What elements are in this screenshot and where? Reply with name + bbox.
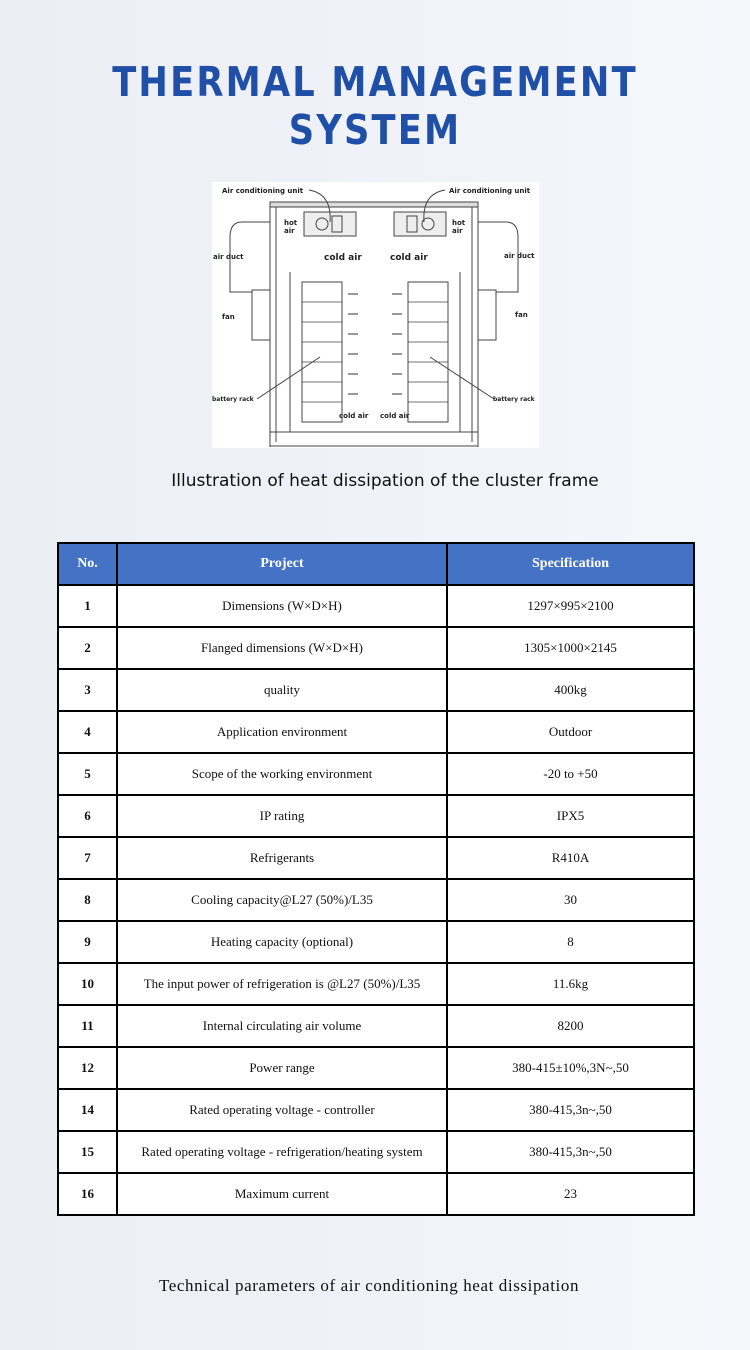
table-row [58, 1089, 694, 1131]
cell-project: Rated operating voltage - refrigeration/heating system [117, 1131, 447, 1173]
cell-no: 6 [58, 795, 117, 837]
spec-table [57, 542, 695, 1216]
table-row [58, 711, 694, 753]
cell-project: quality [117, 669, 447, 711]
cell-project: Rated operating voltage - controller [117, 1089, 447, 1131]
table-row [58, 795, 694, 837]
table-row [58, 963, 694, 1005]
cell-project: Maximum current [117, 1173, 447, 1215]
cell-project: Flanged dimensions (W×D×H) [117, 627, 447, 669]
cell-project: Power range [117, 1047, 447, 1089]
page-title: THERMAL MANAGEMENT SYSTEM [112, 58, 638, 154]
table-row [58, 753, 694, 795]
label-fan-right: fan [515, 311, 528, 319]
table-row [58, 585, 694, 627]
label-hot-air-right: hot [452, 219, 466, 227]
cell-no: 16 [58, 1173, 117, 1215]
label-cold-air-top-right: cold air [390, 253, 428, 263]
cell-spec: 380-415±10%,3N~,50 [447, 1047, 694, 1089]
label-ac-unit-right: Air conditioning unit [449, 187, 531, 195]
cell-spec: 11.6kg [447, 963, 694, 1005]
cell-spec: 380-415,3n~,50 [447, 1131, 694, 1173]
cell-spec: R410A [447, 837, 694, 879]
label-hot-air-left: hot [284, 219, 298, 227]
cell-project: IP rating [117, 795, 447, 837]
cell-project: Heating capacity (optional) [117, 921, 447, 963]
cell-no: 3 [58, 669, 117, 711]
table-row [58, 921, 694, 963]
cell-no: 10 [58, 963, 117, 1005]
label-ac-unit-left: Air conditioning unit [222, 187, 304, 195]
table-row [58, 1173, 694, 1215]
cell-project: Application environment [117, 711, 447, 753]
cell-spec: 30 [447, 879, 694, 921]
cell-project: Dimensions (W×D×H) [117, 585, 447, 627]
label-air-duct-right: air duct [504, 252, 535, 260]
cell-spec: -20 to +50 [447, 753, 694, 795]
label-cold-air-bottom-left: cold air [339, 412, 369, 420]
header-no: No. [58, 543, 117, 585]
cell-project: Refrigerants [117, 837, 447, 879]
cluster-frame-heat-dissipation-diagram [212, 182, 539, 448]
label-hot-air-right-2: air [452, 227, 463, 235]
cell-no: 4 [58, 711, 117, 753]
diagram-caption: Illustration of heat dissipation of the cluster frame [171, 471, 599, 491]
header-specification: Specification [447, 543, 694, 585]
table-caption: Technical parameters of air conditioning heat dissipation [158, 1276, 580, 1295]
cell-no: 5 [58, 753, 117, 795]
cell-no: 15 [58, 1131, 117, 1173]
cell-no: 14 [58, 1089, 117, 1131]
cell-no: 11 [58, 1005, 117, 1047]
table-row [58, 669, 694, 711]
cell-no: 12 [58, 1047, 117, 1089]
table-row [58, 879, 694, 921]
cell-spec: Outdoor [447, 711, 694, 753]
label-fan-left: fan [222, 313, 235, 321]
cell-spec: 8200 [447, 1005, 694, 1047]
label-battery-rack-right: battery rack [493, 396, 535, 403]
cell-project: Scope of the working environment [117, 753, 447, 795]
label-cold-air-top-left: cold air [324, 253, 362, 263]
cell-no: 8 [58, 879, 117, 921]
cell-no: 7 [58, 837, 117, 879]
label-battery-rack-left: battery rack [212, 396, 254, 403]
table-header-row [58, 543, 694, 585]
cell-spec: 1297×995×2100 [447, 585, 694, 627]
cell-project: Cooling capacity@L27 (50%)/L35 [117, 879, 447, 921]
cell-spec: 1305×1000×2145 [447, 627, 694, 669]
label-air-duct-left: air duct [213, 253, 244, 261]
diagram-illustration [212, 182, 539, 448]
table-row [58, 837, 694, 879]
table-row [58, 1131, 694, 1173]
cell-spec: 400kg [447, 669, 694, 711]
cell-no: 1 [58, 585, 117, 627]
cell-spec: 8 [447, 921, 694, 963]
label-cold-air-bottom-right: cold air [380, 412, 410, 420]
label-hot-air-left-2: air [284, 227, 295, 235]
cell-project: The input power of refrigeration is @L27 (50%)/L35 [117, 963, 447, 1005]
cell-spec: 380-415,3n~,50 [447, 1089, 694, 1131]
header-project: Project [117, 543, 447, 585]
table-row [58, 1005, 694, 1047]
table-row [58, 1047, 694, 1089]
table-row [58, 627, 694, 669]
cell-spec: 23 [447, 1173, 694, 1215]
cell-no: 2 [58, 627, 117, 669]
cell-no: 9 [58, 921, 117, 963]
cell-spec: IPX5 [447, 795, 694, 837]
cell-project: Internal circulating air volume [117, 1005, 447, 1047]
